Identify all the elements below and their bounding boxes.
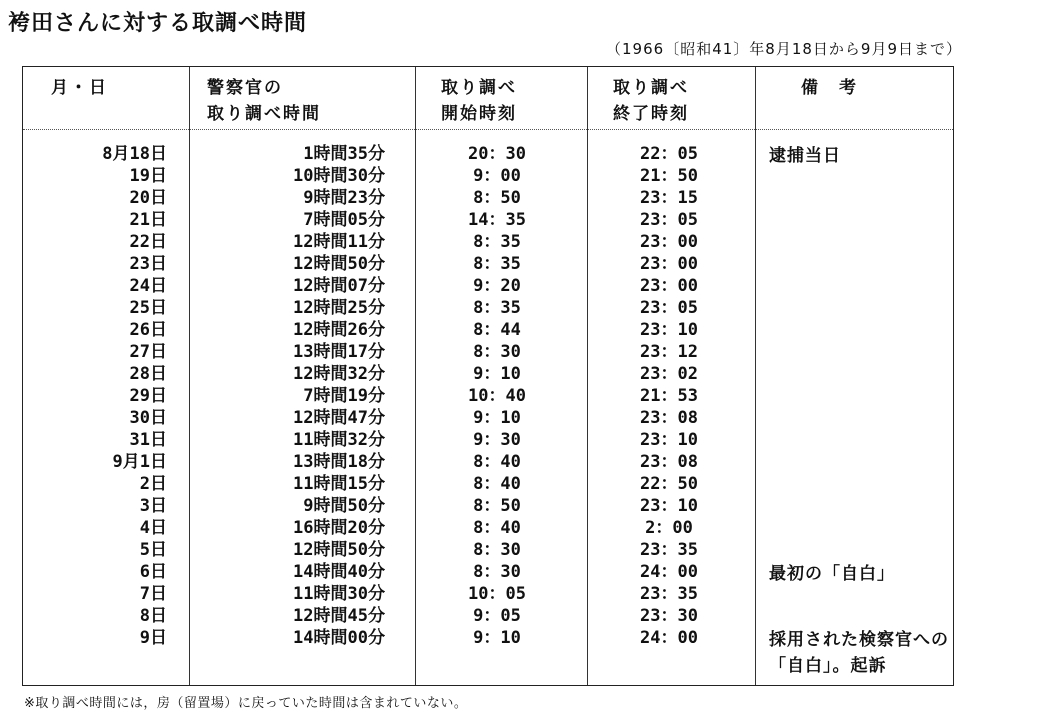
duration-cell: 11時間32分 — [293, 430, 385, 450]
table-row — [23, 583, 953, 605]
header-divider — [23, 129, 953, 130]
date-cell: 5日 — [139, 540, 167, 560]
end-time-cell: 23：02 — [640, 364, 698, 384]
start-time-cell: 8：35 — [473, 254, 521, 274]
end-time-cell: 23：30 — [640, 606, 698, 626]
date-cell: 25日 — [129, 298, 167, 318]
table-row — [23, 187, 953, 209]
duration-cell: 7時間19分 — [303, 386, 385, 406]
start-time-cell: 8：35 — [473, 232, 521, 252]
end-time-cell: 2：00 — [645, 518, 693, 538]
end-time-cell: 22：50 — [640, 474, 698, 494]
end-time-cell: 23：08 — [640, 452, 698, 472]
start-time-cell: 14：35 — [468, 210, 526, 230]
note-cell: 最初の「自白」 — [769, 564, 895, 584]
start-time-cell: 8：50 — [473, 496, 521, 516]
date-cell: 26日 — [129, 320, 167, 340]
end-time-cell: 23：00 — [640, 254, 698, 274]
date-cell: 20日 — [129, 188, 167, 208]
start-time-cell: 9：05 — [473, 606, 521, 626]
document-title: 袴田さんに対する取調べ時間 — [8, 11, 308, 36]
table-row — [23, 143, 953, 165]
date-cell: 9日 — [139, 628, 167, 648]
end-time-cell: 23：15 — [640, 188, 698, 208]
duration-cell: 12時間26分 — [293, 320, 385, 340]
date-cell: 8日 — [139, 606, 167, 626]
table-row — [23, 297, 953, 319]
start-time-cell: 20：30 — [468, 144, 526, 164]
end-time-cell: 23：05 — [640, 210, 698, 230]
table-row — [23, 429, 953, 451]
date-cell: 9月1日 — [112, 452, 167, 472]
duration-cell: 13時間17分 — [293, 342, 385, 362]
start-time-cell: 8：44 — [473, 320, 521, 340]
duration-cell: 9時間50分 — [303, 496, 385, 516]
date-cell: 21日 — [129, 210, 167, 230]
duration-cell: 1時間35分 — [303, 144, 385, 164]
date-cell: 7日 — [139, 584, 167, 604]
start-time-cell: 8：30 — [473, 540, 521, 560]
table-body — [23, 143, 953, 676]
start-time-cell: 9：00 — [473, 166, 521, 186]
table-row — [23, 495, 953, 517]
table-row — [23, 627, 953, 676]
table-row — [23, 253, 953, 275]
date-cell: 3日 — [139, 496, 167, 516]
start-time-cell: 8：35 — [473, 298, 521, 318]
start-time-cell: 9：10 — [473, 364, 521, 384]
header-end: 取り調べ 終了時刻 — [613, 78, 689, 124]
duration-cell: 12時間47分 — [293, 408, 385, 428]
start-time-cell: 8：50 — [473, 188, 521, 208]
end-time-cell: 21：50 — [640, 166, 698, 186]
duration-cell: 14時間00分 — [293, 628, 385, 648]
end-time-cell: 23：10 — [640, 320, 698, 340]
start-time-cell: 10：40 — [468, 386, 526, 406]
duration-cell: 12時間32分 — [293, 364, 385, 384]
duration-cell: 12時間50分 — [293, 254, 385, 274]
duration-cell: 14時間40分 — [293, 562, 385, 582]
date-cell: 23日 — [129, 254, 167, 274]
date-cell: 22日 — [129, 232, 167, 252]
note-cell: 採用された検察官への「自白」。起訴 — [769, 630, 949, 676]
header-note: 備 考 — [801, 78, 858, 98]
date-cell: 2日 — [139, 474, 167, 494]
duration-cell: 11時間15分 — [293, 474, 385, 494]
start-time-cell: 9：30 — [473, 430, 521, 450]
start-time-cell: 8：30 — [473, 342, 521, 362]
note-cell: 逮捕当日 — [769, 146, 841, 166]
end-time-cell: 23：12 — [640, 342, 698, 362]
date-cell: 31日 — [129, 430, 167, 450]
duration-cell: 9時間23分 — [303, 188, 385, 208]
date-cell: 6日 — [139, 562, 167, 582]
duration-cell: 16時間20分 — [293, 518, 385, 538]
end-time-cell: 23：00 — [640, 276, 698, 296]
end-time-cell: 23：00 — [640, 232, 698, 252]
footnote: ※取り調べ時間には，房（留置場）に戻っていた時間は含まれていない。 — [24, 696, 468, 711]
end-time-cell: 23：10 — [640, 430, 698, 450]
table-row — [23, 319, 953, 341]
duration-cell: 12時間45分 — [293, 606, 385, 626]
start-time-cell: 10：05 — [468, 584, 526, 604]
duration-cell: 11時間30分 — [293, 584, 385, 604]
end-time-cell: 21：53 — [640, 386, 698, 406]
table-row — [23, 231, 953, 253]
table-row — [23, 363, 953, 385]
date-cell: 27日 — [129, 342, 167, 362]
duration-cell: 12時間25分 — [293, 298, 385, 318]
start-time-cell: 8：40 — [473, 518, 521, 538]
document-subtitle: （1966〔昭和41〕年8月18日から9月9日まで） — [606, 40, 962, 58]
duration-cell: 12時間11分 — [293, 232, 385, 252]
table-row — [23, 473, 953, 495]
duration-cell: 7時間05分 — [303, 210, 385, 230]
table-row — [23, 385, 953, 407]
end-time-cell: 22：05 — [640, 144, 698, 164]
date-cell: 30日 — [129, 408, 167, 428]
end-time-cell: 23：35 — [640, 540, 698, 560]
table-row — [23, 451, 953, 473]
date-cell: 19日 — [129, 166, 167, 186]
duration-cell: 13時間18分 — [293, 452, 385, 472]
start-time-cell: 9：20 — [473, 276, 521, 296]
table-row — [23, 341, 953, 363]
table-row — [23, 605, 953, 627]
table-row — [23, 407, 953, 429]
end-time-cell: 24：00 — [640, 562, 698, 582]
start-time-cell: 8：30 — [473, 562, 521, 582]
end-time-cell: 23：05 — [640, 298, 698, 318]
date-cell: 28日 — [129, 364, 167, 384]
table-row — [23, 561, 953, 583]
date-cell: 24日 — [129, 276, 167, 296]
table-row — [23, 517, 953, 539]
header-start: 取り調べ 開始時刻 — [441, 78, 517, 124]
date-cell: 29日 — [129, 386, 167, 406]
start-time-cell: 9：10 — [473, 628, 521, 648]
end-time-cell: 24：00 — [640, 628, 698, 648]
date-cell: 8月18日 — [102, 144, 167, 164]
table-row — [23, 165, 953, 187]
start-time-cell: 8：40 — [473, 452, 521, 472]
table-row — [23, 275, 953, 297]
duration-cell: 12時間50分 — [293, 540, 385, 560]
start-time-cell: 8：40 — [473, 474, 521, 494]
duration-cell: 10時間30分 — [293, 166, 385, 186]
end-time-cell: 23：35 — [640, 584, 698, 604]
duration-cell: 12時間07分 — [293, 276, 385, 296]
date-cell: 4日 — [139, 518, 167, 538]
header-duration: 警察官の 取り調べ時間 — [207, 78, 321, 124]
table-row — [23, 209, 953, 231]
end-time-cell: 23：10 — [640, 496, 698, 516]
table-row — [23, 539, 953, 561]
end-time-cell: 23：08 — [640, 408, 698, 428]
start-time-cell: 9：10 — [473, 408, 521, 428]
header-date: 月・日 — [51, 78, 108, 98]
interrogation-table — [22, 66, 954, 686]
